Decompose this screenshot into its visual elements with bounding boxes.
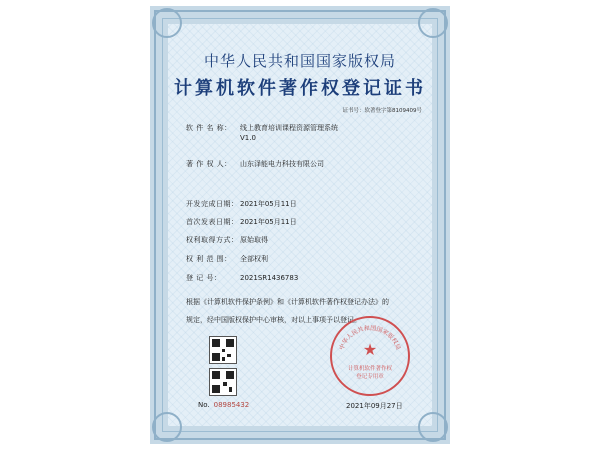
field-completion-date: [186, 199, 297, 209]
field-label: 权 利 范 围：: [186, 255, 232, 263]
serial-number: [198, 401, 249, 409]
field-acquisition-method: [186, 235, 268, 245]
certificate: [150, 6, 450, 444]
field-value: 线上教育培训课程资源管理系统: [240, 124, 338, 132]
corner-ornament-icon: [418, 8, 448, 38]
field-label: 登 记 号：: [186, 274, 222, 282]
corner-ornament-icon: [152, 8, 182, 38]
seal-star-icon: ★: [362, 340, 378, 359]
serial-value: 08985432: [213, 401, 250, 409]
qr-code-icon: [209, 336, 237, 364]
seal-label-line1: 计算机软件著作权: [347, 366, 392, 372]
svg-text:中华人民共和国国家版权局: 中华人民共和国国家版权局: [338, 324, 402, 351]
field-software-version: V1.0: [240, 134, 256, 142]
field-registration-number: [186, 273, 298, 283]
field-value: 全部权利: [240, 255, 268, 263]
statement-line-2: 规定，经中国版权保护中心审核，对以上事项予以登记。: [186, 316, 361, 324]
issue-date: 2021年09月27日: [346, 402, 403, 410]
field-copyright-owner: [186, 159, 324, 169]
field-value: 山东泽能电力科技有限公司: [240, 160, 324, 168]
field-publication-date: [186, 217, 297, 227]
field-value: 原始取得: [240, 236, 268, 244]
field-software-name: [186, 123, 338, 133]
field-value: 2021SR1436783: [240, 274, 299, 282]
corner-ornament-icon: [152, 412, 182, 442]
serial-label: No.: [198, 401, 210, 409]
field-value: 2021年05月11日: [240, 218, 297, 226]
statement-line-1: 根据《计算机软件保护条例》和《计算机软件著作权登记办法》的: [186, 298, 389, 306]
field-value: 2021年05月11日: [240, 200, 297, 208]
official-seal: [330, 316, 410, 396]
issuer-title: 中华人民共和国国家版权局: [203, 52, 396, 70]
field-label: 首次发表日期：: [186, 218, 239, 226]
certificate-number: 证书号：软著登字第8109409号: [342, 108, 422, 114]
field-label: 开发完成日期：: [186, 200, 239, 208]
certificate-title: 计算机软件著作权登记证书: [174, 78, 426, 99]
field-label: 著 作 权 人：: [186, 160, 232, 168]
field-rights-scope: [186, 254, 268, 264]
seal-label-line2: 登记专用章: [356, 374, 384, 380]
field-label: 权利取得方式：: [186, 236, 239, 244]
field-label: 软 件 名 称：: [186, 124, 232, 132]
corner-ornament-icon: [418, 412, 448, 442]
barcode-icon: [209, 368, 237, 396]
